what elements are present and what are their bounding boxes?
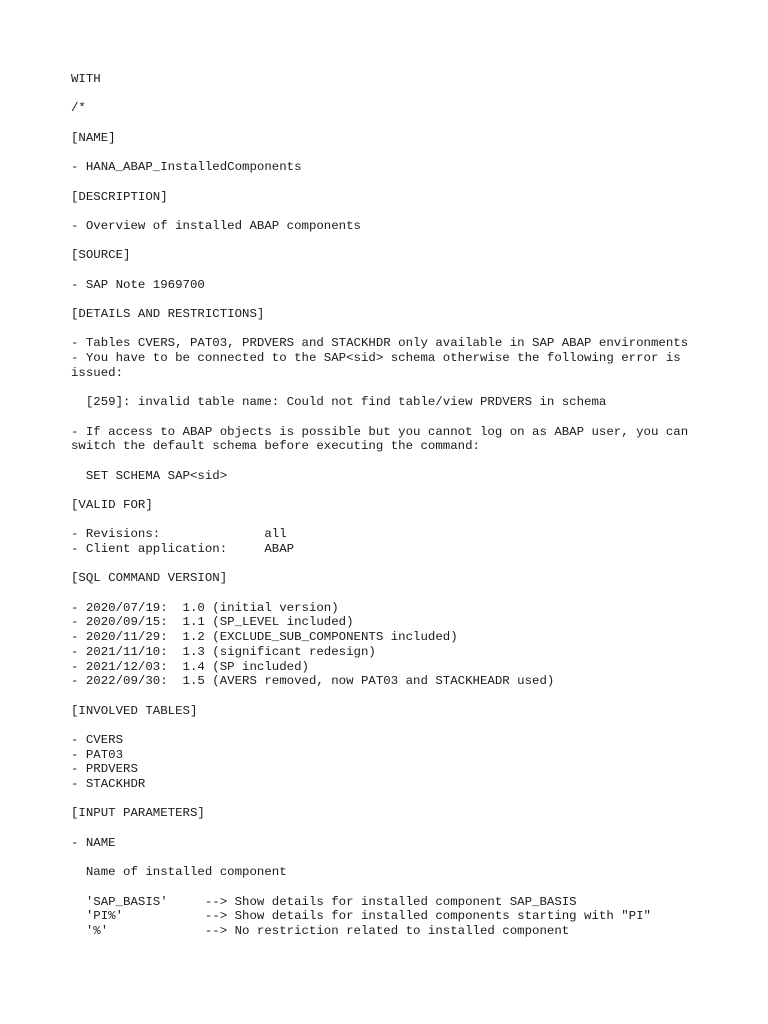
blank-line	[71, 586, 731, 601]
blank-line	[71, 322, 731, 337]
text-line: - 2022/09/30: 1.5 (AVERS removed, now PAT03 and STACKHEADR used)	[71, 674, 555, 689]
blank-line	[71, 263, 731, 278]
blank-line	[71, 116, 731, 131]
blank-line	[71, 175, 731, 190]
blank-line	[71, 204, 731, 219]
document-body	[71, 72, 731, 939]
text-line: SET SCHEMA SAP<sid>	[71, 468, 228, 483]
text-line: - 2021/11/10: 1.3 (significant redesign)	[71, 644, 376, 659]
text-line: [DETAILS AND RESTRICTIONS]	[71, 307, 265, 321]
text-line: - Revisions: all	[71, 527, 287, 542]
text-line: - You have to be connected to the SAP<sid> schema otherwise the following error is	[71, 351, 681, 366]
blank-line	[71, 292, 731, 307]
blank-line	[71, 689, 731, 704]
text-line: - HANA_ABAP_InstalledComponents	[71, 160, 302, 175]
blank-line	[71, 792, 731, 807]
blank-line	[71, 880, 731, 895]
text-line: [INPUT PARAMETERS]	[71, 806, 205, 821]
text-line: issued:	[71, 365, 124, 380]
text-line: - 2020/09/15: 1.1 (SP_LEVEL included)	[71, 615, 354, 630]
text-line: - NAME	[71, 835, 116, 850]
text-line: '%' --> No restriction related to installed component	[71, 923, 570, 938]
text-line: [SOURCE]	[71, 248, 131, 263]
blank-line	[71, 454, 731, 469]
text-line: [DESCRIPTION]	[71, 189, 168, 204]
text-line: 'PI%' --> Show details for installed components starting with "PI"	[71, 909, 651, 924]
blank-line	[71, 557, 731, 572]
text-line: - 2020/07/19: 1.0 (initial version)	[71, 600, 339, 615]
text-line: - STACKHDR	[71, 777, 146, 791]
blank-line	[71, 850, 731, 865]
blank-line	[71, 380, 731, 395]
blank-line	[71, 821, 731, 836]
blank-line	[71, 410, 731, 425]
blank-line	[71, 513, 731, 528]
blank-line	[71, 483, 731, 498]
blank-line	[71, 145, 731, 160]
text-line: [SQL COMMAND VERSION]	[71, 571, 228, 586]
text-line: WITH	[71, 72, 101, 86]
text-line: - CVERS	[71, 732, 124, 747]
text-line: [VALID FOR]	[71, 497, 153, 512]
text-line: 'SAP_BASIS' --> Show details for installed component SAP_BASIS	[71, 894, 577, 909]
blank-line	[71, 234, 731, 249]
blank-line	[71, 718, 731, 733]
text-line: [259]: invalid table name: Could not find table/view PRDVERS in schema	[71, 395, 607, 410]
text-line: - 2021/12/03: 1.4 (SP included)	[71, 659, 309, 674]
text-line: - If access to ABAP objects is possible but you cannot log on as ABAP user, you can	[71, 424, 689, 439]
text-line: /*	[71, 101, 86, 116]
text-line: switch the default schema before executing the command:	[71, 439, 480, 454]
text-line: Name of installed component	[71, 865, 287, 880]
text-line: - PAT03	[71, 747, 124, 762]
text-line: [NAME]	[71, 130, 116, 145]
blank-line	[71, 87, 731, 102]
text-line: - SAP Note 1969700	[71, 277, 205, 292]
text-line: - 2020/11/29: 1.2 (EXCLUDE_SUB_COMPONENTS included)	[71, 630, 458, 645]
text-line: - Tables CVERS, PAT03, PRDVERS and STACKHDR only available in SAP ABAP environments	[71, 336, 689, 351]
text-line: [INVOLVED TABLES]	[71, 703, 198, 718]
text-line: - PRDVERS	[71, 762, 138, 777]
text-line: - Client application: ABAP	[71, 542, 295, 556]
text-line: - Overview of installed ABAP components	[71, 218, 361, 233]
